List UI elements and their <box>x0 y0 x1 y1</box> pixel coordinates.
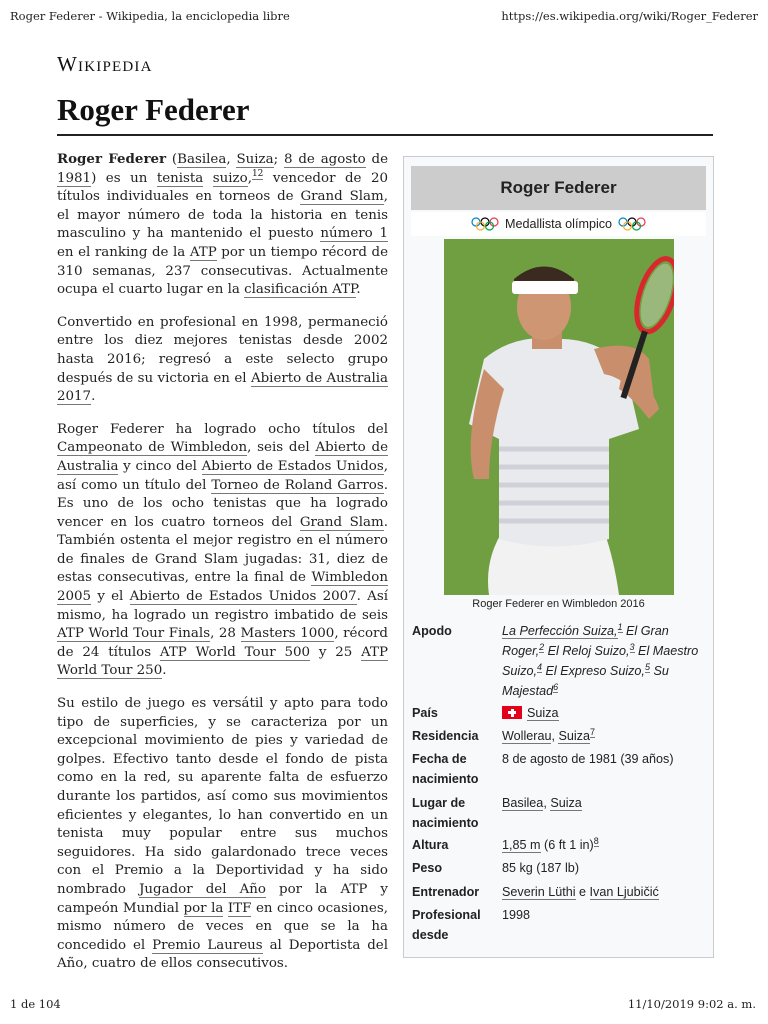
link-itf[interactable]: ITF <box>227 900 252 916</box>
label-entrenador: Entrenador <box>412 885 480 899</box>
link-grand-slam-2[interactable]: Grand Slam <box>299 514 384 530</box>
infobox-medal-row <box>411 212 706 236</box>
titles-paragraph: Roger Federer ha logrado ocho títulos del Campeonato de Wimbledon, seis del Abierto de Australia y cinco del Abierto de Estados Unidos, así como un título del Torneo de Roland Garros. Es uno de los ocho tenistas que ha logrado vencer en los cuatro torneos del Grand Slam. También ostenta el mejor registro en el número de finales de Grand Slam jugadas: 31, diez de estas consecutivas, entre la final de Wimbledon 2005 y el Abierto de Estados Unidos 2007. Así mismo, ha logrado un registro imbatido de seis ATP World Tour Finals, 28 Masters 1000, récord de 24 títulos ATP World Tour 500 y 25 ATP World Tour 250. <box>57 421 389 679</box>
photo-caption: Roger Federer en Wimbledon 2016 <box>472 598 645 610</box>
page-title: Roger Federer <box>57 92 250 127</box>
style-paragraph: Su estilo de juego es versátil y apto para todo tipo de superficies, y se caracteriza por un excepcional movimiento de pies y variedad de golpes. Efectivo tanto desde el fondo de pista como en la red, su aparente falta de esfuerzo durante los partidos, así como sus movimientos eficientes y elegantes, lo han convertido en un tenista muy popular entre sus muchos seguidores. Ha sido galardonado trece veces con el Premio a la Deportividad y ha sido nombrado Jugador del Año por la ATP y campeón Mundial por la ITF en cinco ocasiones, mismo número de veces en que se la ha concedido el Premio Laureus al Deportista del Año, cuatro de ellos consecutivos. <box>57 696 388 972</box>
link-jugador-del-ano[interactable]: Jugador del Año <box>139 881 266 897</box>
label-peso: Peso <box>412 861 443 875</box>
swiss-flag-icon <box>502 706 522 719</box>
value-residencia: Wollerau, Suiza$^7$ <box>502 726 595 743</box>
intro-paragraph: Roger Federer (Basilea, Suiza; 8 de agosto de 1981) es un tenista suizo,$^{12}$ vencedor de 20 títulos individuales en torneos de Grand Slam, el mayor número de toda la historia en tenis masculino y ha mantenido el puesto número 1 en el ranking de la ATP por un tiempo récord de 310 semanas, 237 consecutivas. Actualmente ocupa el cuarto lugar en la clasificación ATP. <box>57 151 389 298</box>
link-basilea[interactable]: Basilea <box>177 152 227 167</box>
wikipedia-wordmark[interactable]: Wikipedia <box>57 52 153 76</box>
link-wimbledon[interactable]: Campeonato de Wimbledon <box>57 440 248 456</box>
link-por-la[interactable]: por la <box>183 900 224 916</box>
link-us-open[interactable]: Abierto de Estados Unidos <box>201 458 384 474</box>
infobox-title: Roger Federer <box>411 166 706 210</box>
label-pais: País <box>412 706 438 720</box>
value-apodo: La Perfección Suiza,$^1$ El Gran Roger,$^2$ El Reloj Suizo,$^3$ El Maestro Suizo,$^4$ El Expreso Suizo,$^5$ Su Majestad$^6$ <box>502 621 699 698</box>
label-nacimiento: Fecha de nacimiento <box>412 752 479 786</box>
link-suizo[interactable]: suizo <box>212 170 248 186</box>
link-birth-year[interactable]: 1981 <box>57 170 92 186</box>
link-clasificacion-atp[interactable]: clasificación ATP <box>244 282 357 298</box>
value-profesional: 1998 <box>502 908 531 922</box>
value-nacimiento: 8 de agosto de 1981 (39 años) <box>502 752 674 766</box>
article-body <box>57 150 388 988</box>
label-lugar: Lugar de nacimiento <box>412 796 479 830</box>
print-timestamp: 11/10/2019 9:02 a. m. <box>627 997 756 1011</box>
value-pais: Suiza <box>502 703 702 723</box>
label-apodo: Apodo <box>412 624 452 638</box>
link-tenista[interactable]: tenista <box>156 170 204 186</box>
link-us-open-2007[interactable]: Abierto de Estados Unidos 2007 <box>129 589 357 605</box>
link-abierto-australia[interactable]: Abierto de Australia <box>57 440 388 474</box>
federer-photo[interactable] <box>444 239 674 595</box>
link-atp-finals[interactable]: ATP World Tour Finals <box>57 626 211 642</box>
label-profesional: Profesional desde <box>412 908 481 942</box>
link-birth-date[interactable]: 8 de agosto <box>283 152 366 167</box>
reference-link[interactable]: 12 <box>251 169 264 180</box>
link-atp[interactable]: ATP <box>189 244 217 260</box>
page-counter: 1 de 104 <box>10 997 61 1011</box>
olympic-rings-icon <box>470 217 500 231</box>
title-divider <box>57 134 713 136</box>
link-roland-garros[interactable]: Torneo de Roland Garros <box>211 477 384 493</box>
infobox <box>403 156 714 958</box>
link-grand-slam[interactable]: Grand Slam <box>300 189 384 205</box>
row-apodo <box>412 621 708 701</box>
value-altura: 1,85 m (6 ft 1 in)$^8$ <box>502 835 599 852</box>
value-peso: 85 kg (187 lb) <box>502 861 580 875</box>
browser-page-title: Roger Federer - Wikipedia, la enciclopedia libre <box>10 9 290 23</box>
label-residencia: Residencia <box>412 729 479 743</box>
label-altura: Altura <box>412 838 449 852</box>
link-numero-1[interactable]: número 1 <box>320 226 389 242</box>
link-wimbledon-2005[interactable]: Wimbledon 2005 <box>57 570 388 605</box>
subject-name: Roger Federer <box>57 151 167 167</box>
career-paragraph: Convertido en profesional en 1998, permaneció entre los diez mejores tenistas desde 2002 hasta 2016; regresó a este selecto grupo después de su victoria en el Abierto de Australia 2017. <box>57 314 388 405</box>
medal-label[interactable]: Medallista olímpico <box>504 217 613 231</box>
value-lugar: Basilea, Suiza <box>502 796 582 810</box>
link-masters-1000[interactable]: Masters 1000 <box>240 626 335 642</box>
link-suiza[interactable]: Suiza <box>236 152 274 167</box>
value-entrenador: Severin Lüthi e Ivan Ljubičić <box>502 885 659 899</box>
link-premio-laureus[interactable]: Premio Laureus <box>152 937 263 953</box>
olympic-rings-icon <box>617 217 647 231</box>
browser-url[interactable]: https://es.wikipedia.org/wiki/Roger_Federer <box>501 9 758 23</box>
link-atp-500[interactable]: ATP World Tour 500 <box>159 644 311 660</box>
link-abierto-australia-2017[interactable]: Abierto de Australia 2017 <box>57 370 388 405</box>
link-atp-250[interactable]: ATP World Tour 250 <box>57 644 389 679</box>
